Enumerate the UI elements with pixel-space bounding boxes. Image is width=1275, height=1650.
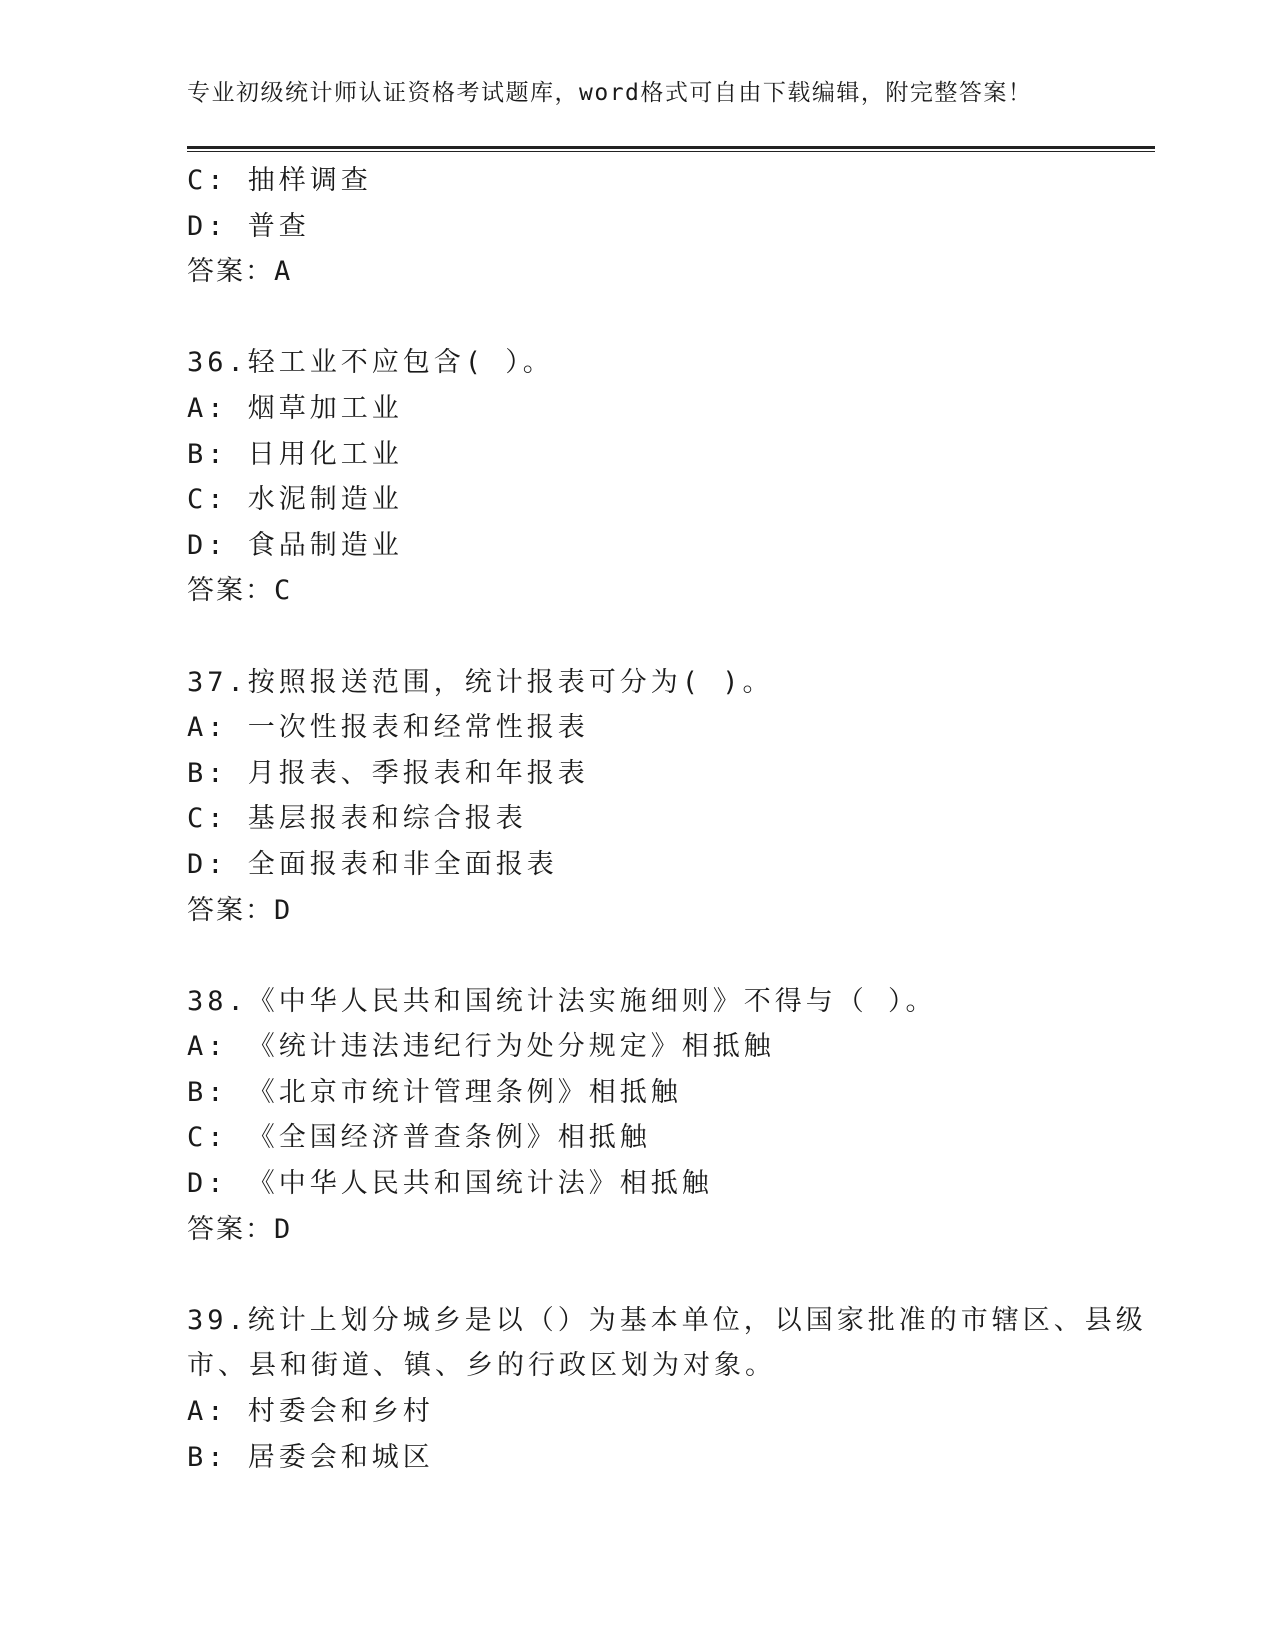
option-line: A: 一次性报表和经常性报表: [187, 712, 589, 744]
option-line: A: 烟草加工业: [187, 392, 403, 424]
option-line: C: 水泥制造业: [187, 484, 403, 516]
question-list: [187, 158, 1147, 1480]
question-line: 市、县和街道、镇、乡的行政区划为对象。: [187, 1350, 776, 1382]
option-line: C: 《全国经济普查条例》相抵触: [187, 1122, 651, 1154]
answer-line: 答案：D: [187, 894, 293, 926]
question-line: 37.按照报送范围，统计报表可分为( )。: [187, 666, 774, 698]
blank-line: [187, 295, 1127, 341]
option-line: B: 《北京市统计管理条例》相抵触: [187, 1076, 682, 1108]
option-line: C: 抽样调查: [187, 165, 372, 196]
option-line: A: 村委会和乡村: [187, 1396, 434, 1428]
option-line: B: 日用化工业: [187, 438, 403, 470]
blank-line: [187, 614, 1127, 660]
header-divider-thin: [187, 151, 1155, 152]
answer-line: 答案：C: [187, 575, 293, 607]
header-divider: [187, 146, 1155, 149]
blank-line: [187, 933, 1127, 979]
question-line: 38.《中华人民共和国统计法实施细则》不得与（ ）。: [187, 985, 937, 1017]
option-line: D: 食品制造业: [187, 529, 403, 561]
option-line: C: 基层报表和综合报表: [187, 803, 527, 835]
option-line: A: 《统计违法违纪行为处分规定》相抵触: [187, 1031, 775, 1063]
answer-line: 答案：A: [187, 256, 293, 288]
blank-line: [187, 1252, 1127, 1298]
option-line: D: 普查: [187, 210, 310, 242]
page-header: 专业初级统计师认证资格考试题库，word格式可自由下载编辑，附完整答案！: [187, 80, 1033, 106]
option-line: D: 全面报表和非全面报表: [187, 848, 558, 880]
option-line: B: 居委会和城区: [187, 1441, 434, 1473]
option-line: B: 月报表、季报表和年报表: [187, 757, 589, 789]
question-line: 39.统计上划分城乡是以（）为基本单位，以国家批准的市辖区、县级: [187, 1304, 1147, 1336]
question-line: 36.轻工业不应包含( ）。: [187, 347, 554, 379]
answer-line: 答案：D: [187, 1213, 293, 1245]
option-line: D: 《中华人民共和国统计法》相抵触: [187, 1168, 713, 1200]
